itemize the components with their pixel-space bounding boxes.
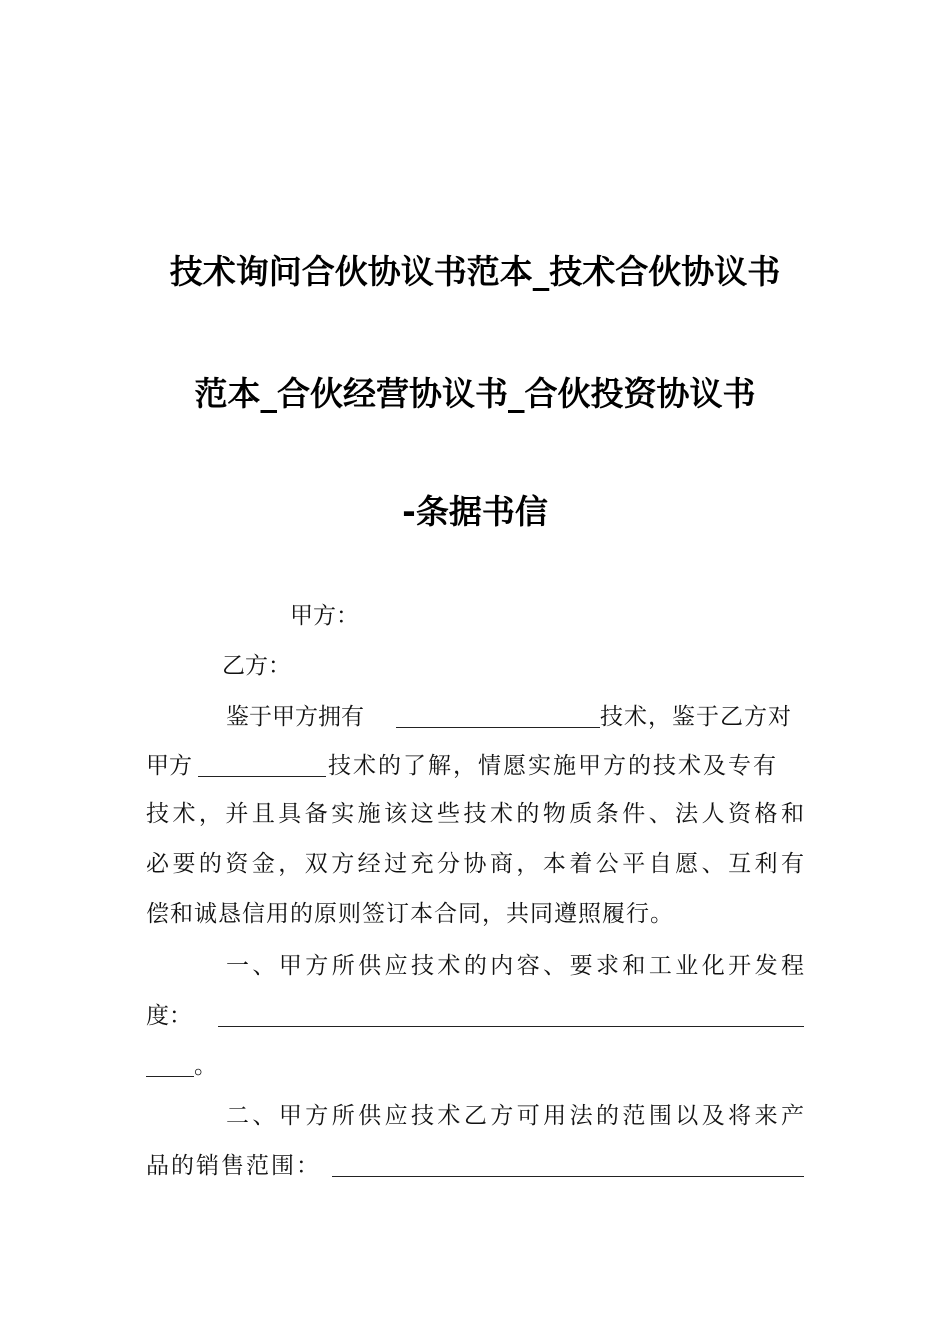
preamble-line-3: 技术，并且具备实施该这些技术的物质条件、法人资格和	[146, 801, 804, 827]
document-title-line-2: 范本_合伙经营协议书_合伙投资协议书	[194, 374, 756, 413]
preamble-line-5: 偿和诚恳信用的原则签订本合同，共同遵照履行。	[146, 901, 674, 927]
document-title-line-1: 技术询问合伙协议书范本_技术合伙协议书	[169, 252, 781, 291]
preamble-text: 甲方	[146, 753, 192, 779]
clause-1-blank-field[interactable]	[218, 1004, 804, 1027]
preamble-text: 技术，鉴于乙方对	[600, 704, 792, 730]
document-title-line-3: -条据书信	[402, 492, 548, 531]
preamble-line-4: 必要的资金，双方经过充分协商，本着公平自愿、互利有	[146, 851, 804, 877]
clause-2-line-1: 二、甲方所供应技术乙方可用法的范围以及将来产	[226, 1103, 804, 1129]
clause-2-label: 品的销售范围：	[146, 1153, 321, 1179]
party-a-label: 甲方：	[290, 603, 359, 629]
clause-1-line-1: 一、甲方所供应技术的内容、要求和工业化开发程	[226, 953, 804, 979]
clause-2-blank-field[interactable]	[332, 1154, 804, 1177]
clause-1-end-mark: 。	[194, 1053, 217, 1079]
preamble-text: 技术的了解，情愿实施甲方的技术及专有	[328, 753, 778, 779]
preamble-text: 鉴于甲方拥有	[226, 704, 364, 730]
technology-blank-field[interactable]	[396, 705, 600, 728]
clause-1-blank-field-continued[interactable]	[146, 1054, 194, 1077]
party-b-label: 乙方：	[222, 653, 291, 679]
clause-1-label: 度：	[146, 1003, 192, 1029]
technology-name-blank-field[interactable]	[198, 754, 326, 777]
